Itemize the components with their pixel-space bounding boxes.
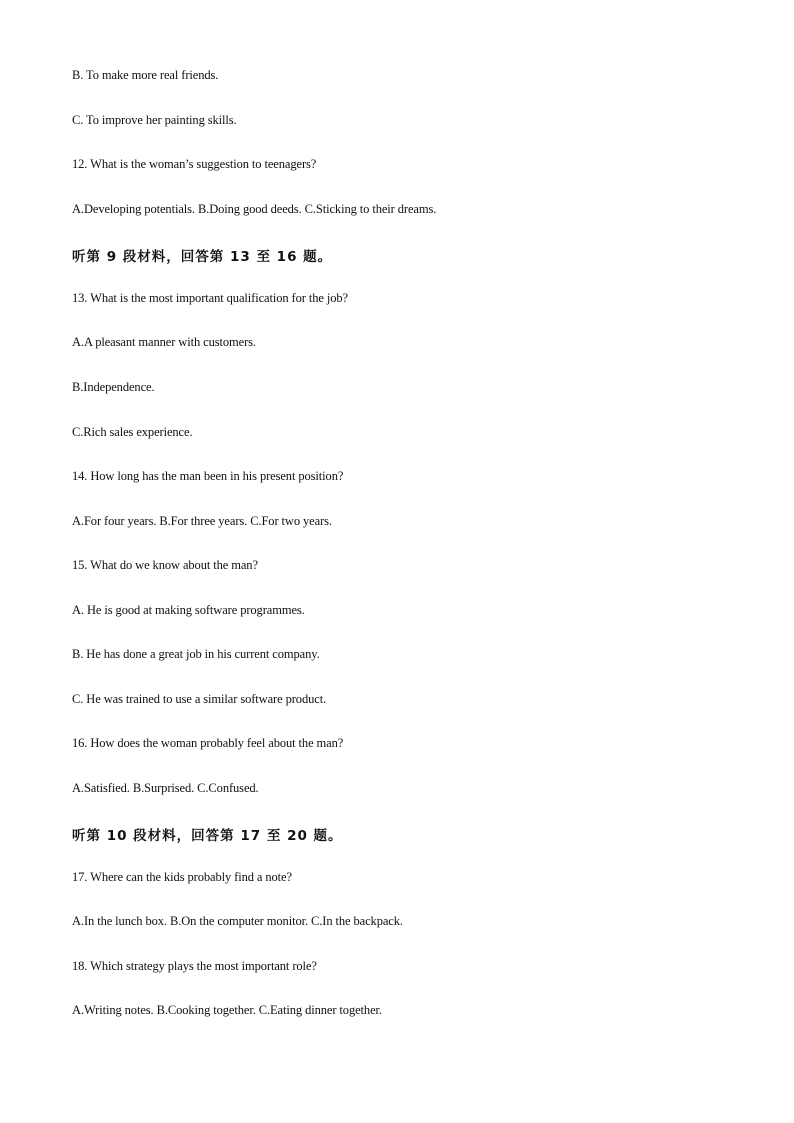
question-12: 12. What is the woman’s suggestion to teenagers? xyxy=(72,157,317,171)
option-13c: C.Rich sales experience. xyxy=(72,425,193,439)
question-13: 13. What is the most important qualification for the job? xyxy=(72,291,348,305)
option-11b: B. To make more real friends. xyxy=(72,68,219,82)
section-heading-9: 听第 9 段材料，回答第 13 至 16 题。 xyxy=(72,249,333,265)
options-12: A.Developing potentials. B.Doing good deeds. C.Sticking to their dreams. xyxy=(72,202,437,216)
question-15: 15. What do we know about the man? xyxy=(72,558,258,572)
options-16: A.Satisfied. B.Surprised. C.Confused. xyxy=(72,781,259,795)
option-15a: A. He is good at making software programmes. xyxy=(72,603,305,617)
question-18: 18. Which strategy plays the most important role? xyxy=(72,959,317,973)
question-17: 17. Where can the kids probably find a note? xyxy=(72,870,292,884)
option-15b: B. He has done a great job in his current company. xyxy=(72,647,320,661)
question-16: 16. How does the woman probably feel about the man? xyxy=(72,736,344,750)
option-15c: C. He was trained to use a similar software product. xyxy=(72,692,327,706)
option-13a: A.A pleasant manner with customers. xyxy=(72,335,256,349)
options-17: A.In the lunch box. B.On the computer monitor. C.In the backpack. xyxy=(72,914,403,928)
option-11c: C. To improve her painting skills. xyxy=(72,113,237,127)
options-18: A.Writing notes. B.Cooking together. C.Eating dinner together. xyxy=(72,1003,382,1017)
section-heading-10: 听第 10 段材料，回答第 17 至 20 题。 xyxy=(72,828,343,844)
option-13b: B.Independence. xyxy=(72,380,155,394)
options-14: A.For four years. B.For three years. C.For two years. xyxy=(72,514,332,528)
question-14: 14. How long has the man been in his present position? xyxy=(72,469,344,483)
